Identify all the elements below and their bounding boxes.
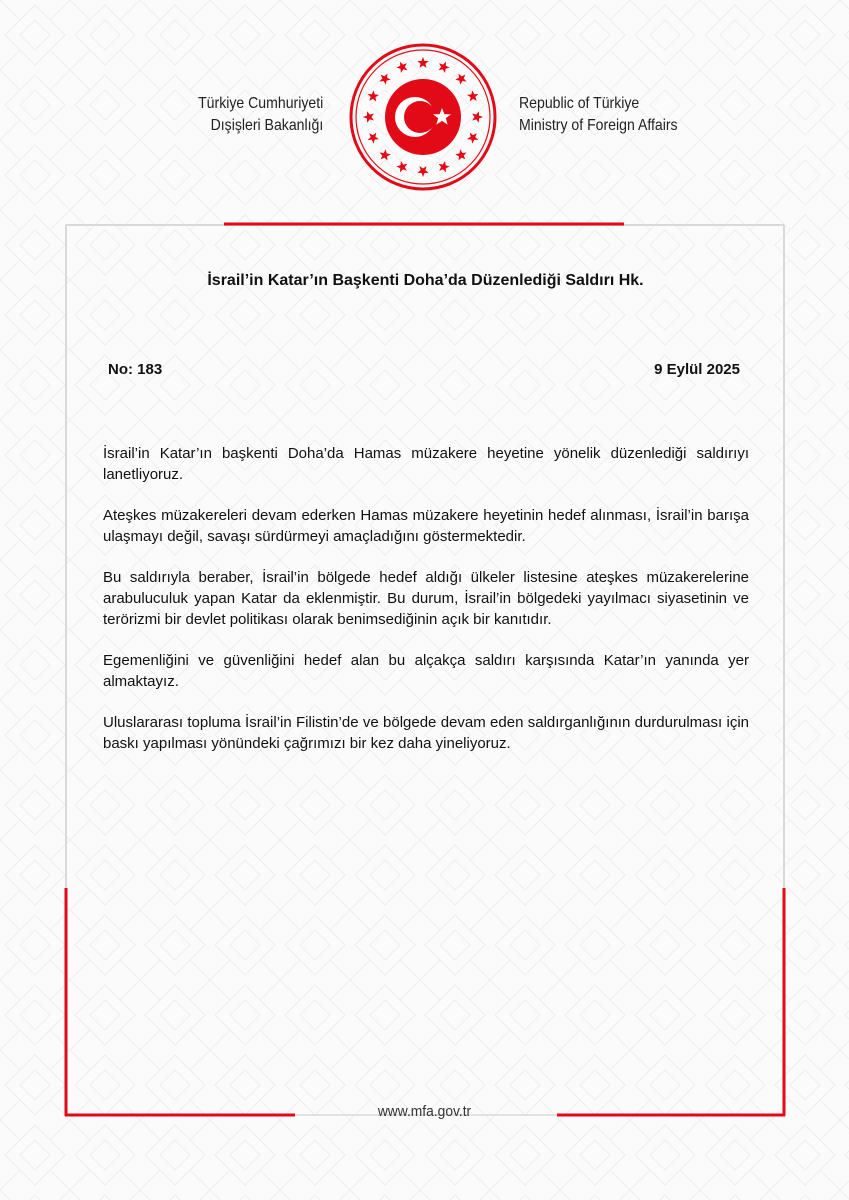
- website-link[interactable]: www.mfa.gov.tr: [377, 1103, 472, 1120]
- document-number: No: 183: [108, 361, 163, 378]
- paragraph: İsrail’in Katar’ın başkenti Doha’da Hamas müzakere heyetine yönelik düzenlediği saldırıyı lanetliyoruz.: [103, 445, 749, 483]
- paragraph: Bu saldırıyla beraber, İsrail’in bölgede hedef aldığı ülkeler listesine ateşkes müzakerelerine arabuluculuk yapan Katar da eklenmiştir. Bu durum, İsrail’in bölgedeki yayılmacı siyasetinin ve terörizmi bir devlet politikası olarak benimsediğinin açık bir kanıtıdır.: [103, 569, 749, 628]
- header-right-line1: Republic of Türkiye: [519, 95, 640, 112]
- header-right-line2: Ministry of Foreign Affairs: [519, 117, 678, 134]
- header-left-line2: Dışişleri Bakanlığı: [210, 117, 323, 134]
- header-left-line1: Türkiye Cumhuriyeti: [197, 95, 323, 112]
- paragraph: Uluslararası topluma İsrail’in Filistin’de ve bölgede devam eden saldırganlığının durdurulması için baskı yapılması yönündeki çağrımızı bir kez daha yineliyoruz.: [103, 714, 749, 752]
- paragraph: Ateşkes müzakereleri devam ederken Hamas müzakere heyetinin hedef alınması, İsrail’in barışa ulaşmayı değil, savaşı sürdürmeyi amaçladığını göstermektedir.: [103, 507, 749, 545]
- paragraph: Egemenliğini ve güvenliğini hedef alan bu alçakça saldırı karşısında Katar’ın yanında yer almaktayız.: [103, 652, 749, 690]
- document-date: 9 Eylül 2025: [654, 361, 740, 378]
- document-title: İsrail’in Katar’ın Başkenti Doha’da Düzenlediği Saldırı Hk.: [207, 272, 644, 289]
- document-body: [103, 443, 749, 774]
